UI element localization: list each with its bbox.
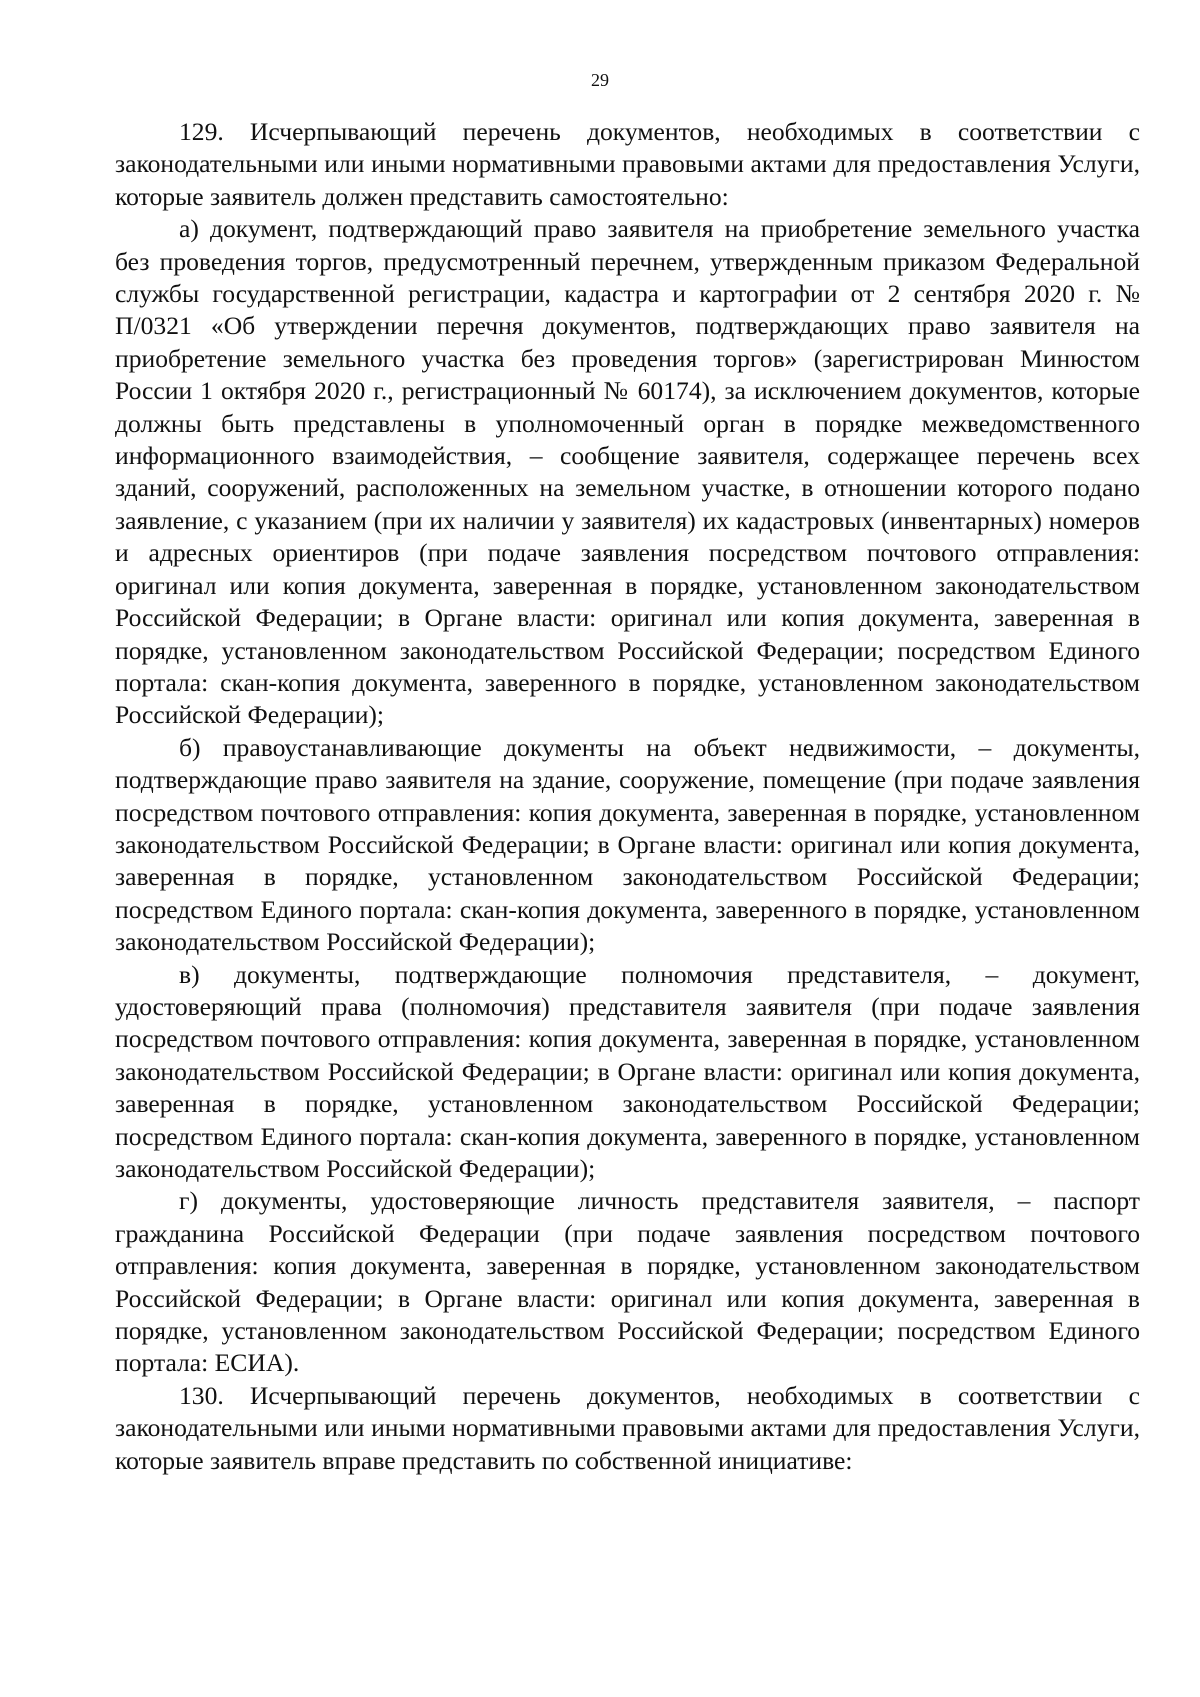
paragraph-item-b: б) правоустанавливающие документы на объект недвижимости, – документы, подтверждающие право заявителя на здание, сооружение, помещение (при подаче заявления посредством почтового отправления: копия документа, заверенная в порядке, установленном законодательством Российской Федерации; в Органе власти: оригинал или копия документа, заверенная в порядке, установленном законодательством Российской Федерации; посредством Единого портала: скан-копия документа, заверенного в порядке, установленном законодательством Российской Федерации); xyxy=(115,732,1140,957)
paragraph-130: 130. Исчерпывающий перечень документов, необходимых в соответствии с законодательными или иными нормативными правовыми актами для предоставления Услуги, которые заявитель вправе представить по собственной инициативе: xyxy=(115,1380,1140,1475)
paragraph-item-a: а) документ, подтверждающий право заявителя на приобретение земельного участка без проведения торгов, предусмотренный перечнем, утвержденным приказом Федеральной службы государственной регистрации, кадастра и картографии от 2 сентября 2020 г. № П/0321 «Об утверждении перечня документов, подтверждающих право заявителя на приобретение земельного участка без проведения торгов» (зарегистрирован Минюстом России 1 октября 2020 г., регистрационный № 60174), за исключением документов, которые должны быть представлены в уполномоченный орган в порядке межведомственного информационного взаимодействия, – сообщение заявителя, содержащее перечень всех зданий, сооружений, расположенных на земельном участке, в отношении которого подано заявление, с указанием (при их наличии у заявителя) их кадастровых (инвентарных) номеров и адресных ориентиров (при подаче заявления посредством почтового отправления: оригинал или копия документа, заверенная в порядке, установленном законодательством Российской Федерации; в Органе власти: оригинал или копия документа, заверенная в порядке, установленном законодательством Российской Федерации; посредством Единого портала: скан-копия документа, заверенного в порядке, установленном законодательством Российской Федерации); xyxy=(115,214,1140,730)
document-body xyxy=(115,116,1140,1477)
paragraph-item-v: в) документы, подтверждающие полномочия представителя, – документ, удостоверяющий права (полномочия) представителя заявителя (при подаче заявления посредством почтового отправления: копия документа, заверенная в порядке, установленном законодательством Российской Федерации; в Органе власти: оригинал или копия документа, заверенная в порядке, установленном законодательством Российской Федерации; посредством Единого портала: скан-копия документа, заверенного в порядке, установленном законодательством Российской Федерации); xyxy=(115,959,1140,1183)
paragraph-item-g: г) документы, удостоверяющие личность представителя заявителя, – паспорт гражданина Российской Федерации (при подаче заявления посредством почтового отправления: копия документа, заверенная в порядке, установленном законодательством Российской Федерации; в Органе власти: оригинал или копия документа, заверенная в порядке, установленном законодательством Российской Федерации; посредством Единого портала: ЕСИА). xyxy=(115,1186,1140,1378)
paragraph-129: 129. Исчерпывающий перечень документов, необходимых в соответствии с законодательными или иными нормативными правовыми актами для предоставления Услуги, которые заявитель должен представить самостоятельно: xyxy=(115,117,1140,211)
page-number: 29 xyxy=(591,70,609,90)
